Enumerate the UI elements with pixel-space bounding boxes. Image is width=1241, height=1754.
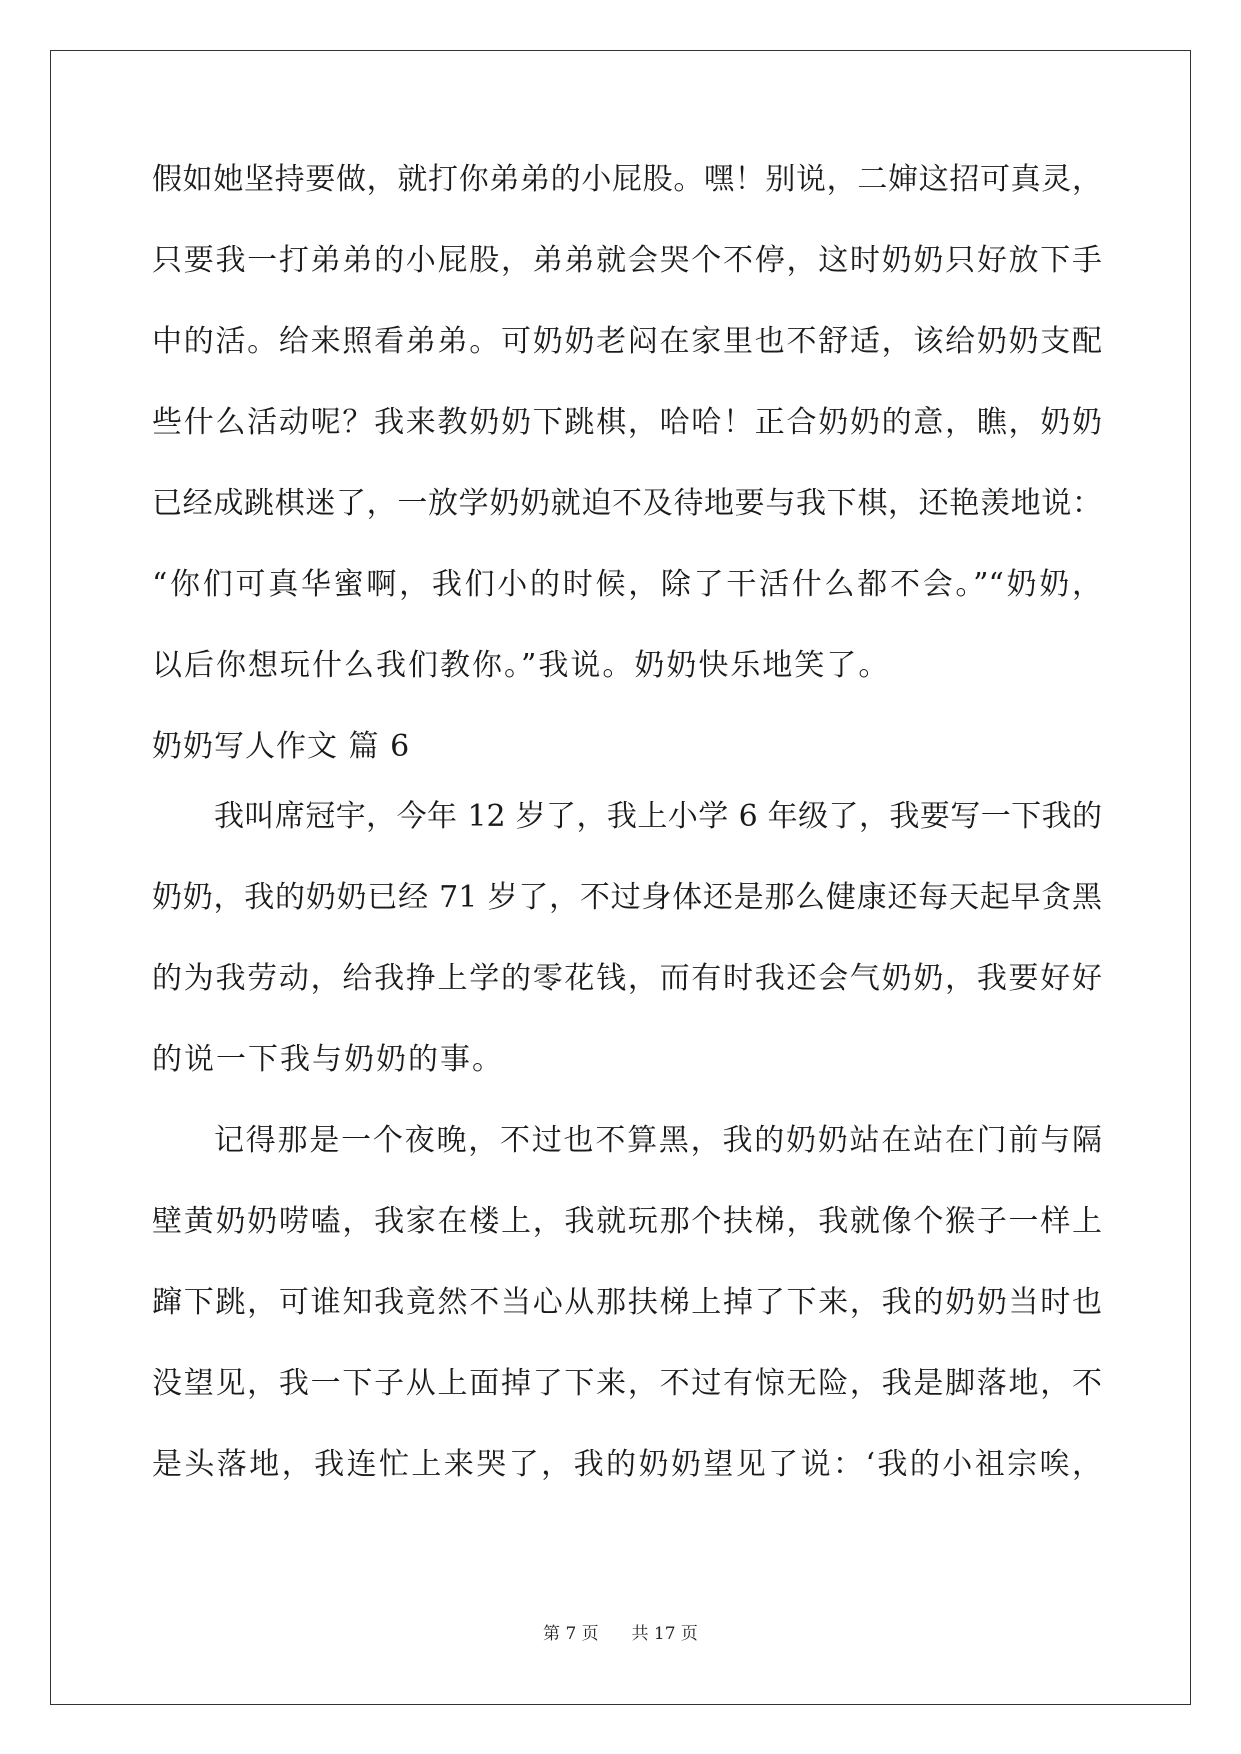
text-line: 些什么活动呢？我来教奶奶下跳棋，哈哈！正合奶奶的意，瞧，奶奶	[152, 405, 1102, 440]
paragraph-line: 的为我劳动，给我挣上学的零花钱，而有时我还会气奶奶，我要好好	[152, 961, 1102, 996]
text-line: “你们可真华蜜啊，我们小的时候，除了干活什么都不会。”“奶奶，	[152, 567, 1102, 602]
page-footer	[0, 1623, 1241, 1645]
text-line: 假如她坚持要做，就打你弟弟的小屁股。嘿！别说，二婶这招可真灵，	[152, 162, 1102, 197]
text-line: 中的活。给来照看弟弟。可奶奶老闷在家里也不舒适，该给奶奶支配	[152, 324, 1102, 359]
text-line: 已经成跳棋迷了，一放学奶奶就迫不及待地要与我下棋，还艳羡地说：	[152, 486, 1102, 521]
page-number: 第 7 页	[543, 1624, 599, 1644]
paragraph-line: 奶奶，我的奶奶已经 71 岁了，不过身体还是那么健康还每天起早贪黑	[152, 880, 1102, 915]
section-heading: 奶奶写人作文 篇 6	[152, 729, 411, 764]
document-body	[152, 160, 1102, 1526]
paragraph-line: 蹿下跳，可谁知我竟然不当心从那扶梯上掉了下来，我的奶奶当时也	[152, 1285, 1102, 1320]
page-total: 共 17 页	[631, 1624, 698, 1644]
text-line: 以后你想玩什么我们教你。”我说。奶奶快乐地笑了。	[152, 648, 891, 683]
paragraph-line: 我叫席冠宇，今年 12 岁了，我上小学 6 年级了，我要写一下我的	[214, 799, 1102, 834]
paragraph-line: 壁黄奶奶唠嗑，我家在楼上，我就玩那个扶梯，我就像个猴子一样上	[152, 1204, 1102, 1239]
paragraph-line: 没望见，我一下子从上面掉了下来，不过有惊无险，我是脚落地，不	[152, 1366, 1102, 1401]
text-line: 只要我一打弟弟的小屁股，弟弟就会哭个不停，这时奶奶只好放下手	[152, 243, 1102, 278]
paragraph-line: 的说一下我与奶奶的事。	[152, 1042, 504, 1077]
paragraph-line: 记得那是一个夜晚，不过也不算黑，我的奶奶站在站在门前与隔	[214, 1123, 1102, 1158]
paragraph-line: 是头落地，我连忙上来哭了，我的奶奶望见了说：‘我的小祖宗唉，	[152, 1447, 1102, 1482]
